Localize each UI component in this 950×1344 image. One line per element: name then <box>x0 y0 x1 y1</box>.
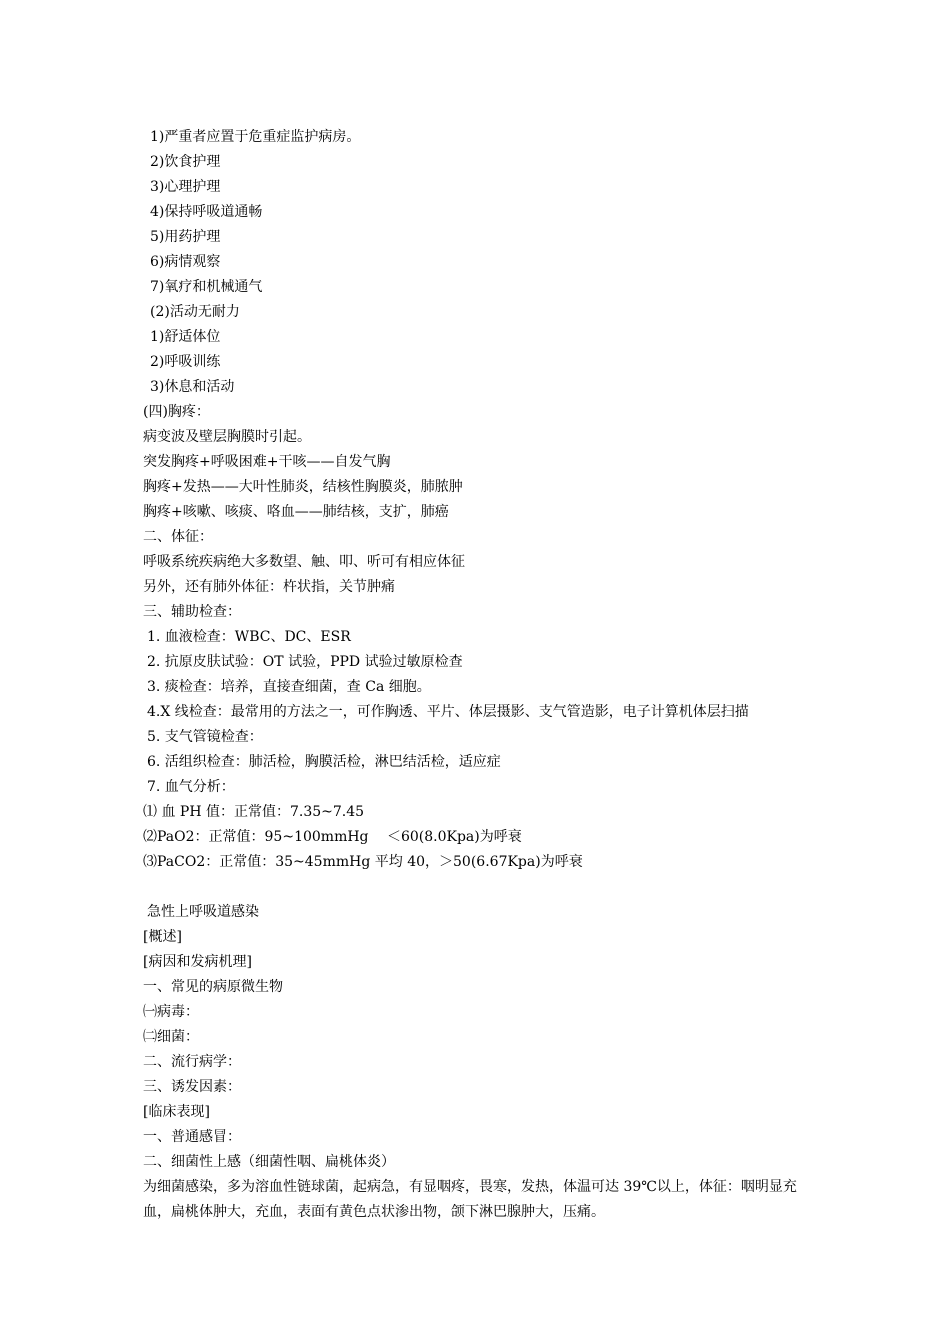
text-line: 三、诱发因素： <box>143 1079 241 1095</box>
list-item: 5. 支气管镜检查： <box>147 729 263 745</box>
text-line: (四)胸疼： <box>143 404 210 420</box>
chest-pain-section <box>143 400 823 625</box>
text-line: 胸疼+发热——大叶性肺炎，结核性胸膜炎，肺脓肿 <box>143 479 463 495</box>
list-item: 7. 血气分析： <box>147 779 235 795</box>
text-line: 二、流行病学： <box>143 1054 241 1070</box>
nursing-list <box>143 125 823 400</box>
list-item: 7)氧疗和机械通气 <box>150 279 263 295</box>
text-line: [概述] <box>143 929 182 945</box>
list-item: 6. 活组织检查：肺活检，胸膜活检，淋巴结活检，适应症 <box>147 754 501 770</box>
text-line: 三、辅助检查： <box>143 604 241 620</box>
text-line: 二、细菌性上感（细菌性咽、扁桃体炎） <box>143 1154 395 1170</box>
blood-gas-list <box>143 800 823 875</box>
text-line: [病因和发病机理] <box>143 954 252 970</box>
list-item: 3. 痰检查：培养，直接查细菌，查 Ca 细胞。 <box>147 679 431 695</box>
text-line: 另外，还有肺外体征：杵状指，关节肿痛 <box>143 579 395 595</box>
list-item: 3)休息和活动 <box>150 379 235 395</box>
list-item: 2)饮食护理 <box>150 154 221 170</box>
uri-section <box>143 925 823 1175</box>
text-line: 一、常见的病原微生物 <box>143 979 283 995</box>
document-page <box>143 125 823 1225</box>
list-item: 1)严重者应置于危重症监护病房。 <box>150 129 361 145</box>
list-item: 3)心理护理 <box>150 179 221 195</box>
list-item: ⑵PaO2：正常值：95~100mmHg ＜60(8.0Kpa)为呼衰 <box>143 829 522 845</box>
list-item: 1. 血液检查：WBC、DC、ESR <box>147 629 351 645</box>
paragraph-line: 为细菌感染，多为溶血性链球菌，起病急，有显咽疼，畏寒，发热，体温可达 39℃以上，体征：咽明显充 <box>143 1179 797 1195</box>
list-item: 2)呼吸训练 <box>150 354 221 370</box>
text-line: [临床表现] <box>143 1104 210 1120</box>
list-item: 4.X 线检查：最常用的方法之一，可作胸透、平片、体层摄影、支气管造影，电子计算机体层扫描 <box>147 704 749 720</box>
list-item: (2)活动无耐力 <box>150 304 240 320</box>
auxiliary-exams-list <box>143 625 823 800</box>
text-line: ㈡细菌： <box>143 1029 199 1045</box>
list-item: ⑶PaCO2：正常值：35~45mmHg 平均 40，＞50(6.67Kpa)为呼衰 <box>143 854 583 870</box>
text-line: 二、体征： <box>143 529 213 545</box>
text-line: 突发胸疼+呼吸困难+干咳——自发气胸 <box>143 454 391 470</box>
blank-line <box>143 875 823 900</box>
list-item: 6)病情观察 <box>150 254 221 270</box>
list-item: 4)保持呼吸道通畅 <box>150 204 263 220</box>
text-line: 一、普通感冒： <box>143 1129 241 1145</box>
text-line: 胸疼+咳嗽、咳痰、咯血——肺结核，支扩，肺癌 <box>143 504 449 520</box>
text-line: ㈠病毒： <box>143 1004 199 1020</box>
list-item: ⑴ 血 PH 值：正常值：7.35~7.45 <box>143 804 365 820</box>
paragraph-line: 血，扁桃体肿大，充血，表面有黄色点状渗出物，颌下淋巴腺肿大，压痛。 <box>143 1204 605 1220</box>
list-item: 5)用药护理 <box>150 229 221 245</box>
list-item: 2. 抗原皮肤试验：OT 试验，PPD 试验过敏原检查 <box>147 654 463 670</box>
text-line: 病变波及壁层胸膜时引起。 <box>143 429 311 445</box>
list-item: 1)舒适体位 <box>150 329 221 345</box>
section-title: 急性上呼吸道感染 <box>147 904 259 920</box>
text-line: 呼吸系统疾病绝大多数望、触、叩、听可有相应体征 <box>143 554 465 570</box>
